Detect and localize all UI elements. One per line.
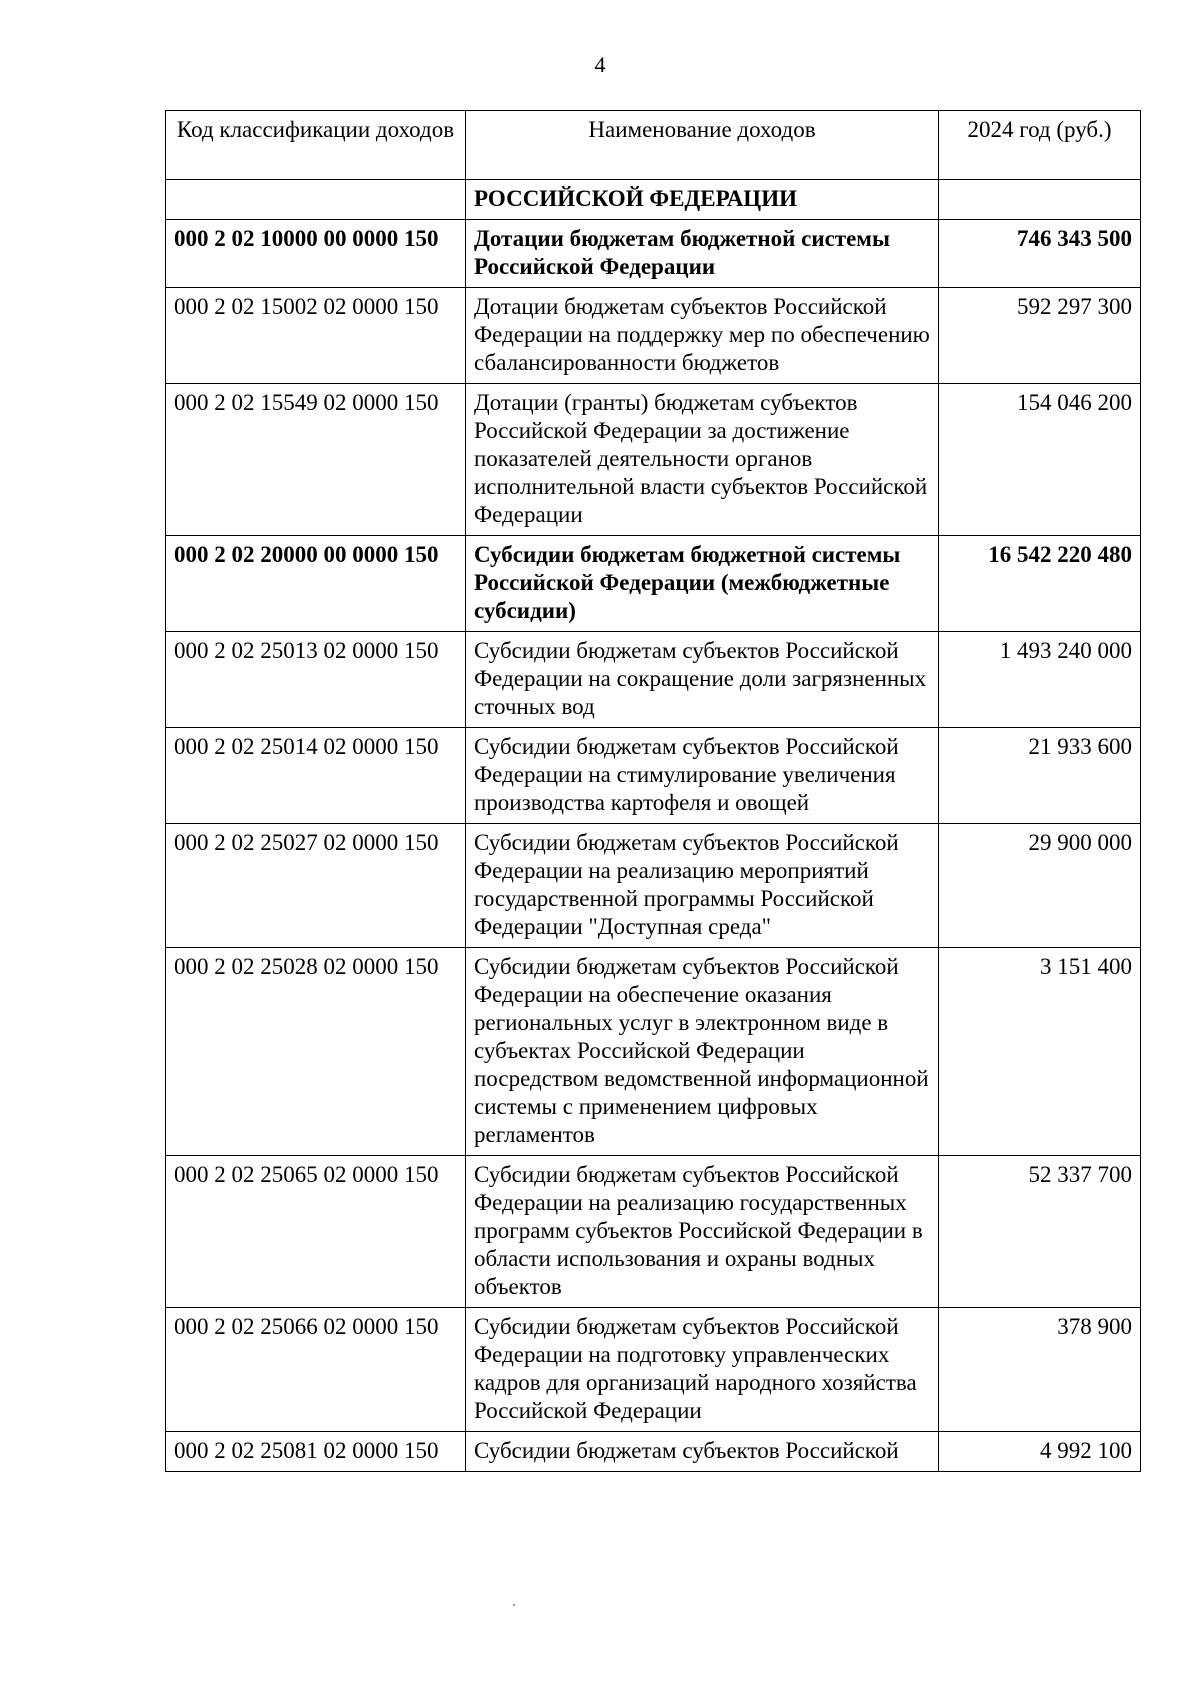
name-cell: Субсидии бюджетам субъектов Российской <box>466 1432 939 1472</box>
code-cell: 000 2 02 25027 02 0000 150 <box>166 824 466 948</box>
name-cell: Дотации бюджетам бюджетной системы Российской Федерации <box>466 220 939 288</box>
name-cell: Субсидии бюджетам субъектов Российской Федерации на обеспечение оказания региональных услуг в электронном виде в субъектах Российской Федерации посредством ведомственной информационной системы с применением цифровых регламентов <box>466 948 939 1156</box>
table-row <box>166 288 1141 384</box>
amount-cell: 21 933 600 <box>939 728 1141 824</box>
code-cell: 000 2 02 20000 00 0000 150 <box>166 536 466 632</box>
header-amount: 2024 год (руб.) <box>939 111 1141 180</box>
table-header-row <box>166 111 1141 180</box>
page-number: 4 <box>594 52 606 77</box>
table-row <box>166 824 1141 948</box>
code-cell: 000 2 02 10000 00 0000 150 <box>166 220 466 288</box>
name-cell: Субсидии бюджетам субъектов Российской Федерации на реализацию государственных программ субъектов Российской Федерации в области использования и охраны водных объектов <box>466 1156 939 1308</box>
amount-cell: 154 046 200 <box>939 384 1141 536</box>
name-cell: Дотации (гранты) бюджетам субъектов Российской Федерации за достижение показателей деятельности органов исполнительной власти субъектов Российской Федерации <box>466 384 939 536</box>
amount-cell: 4 992 100 <box>939 1432 1141 1472</box>
name-cell: Дотации бюджетам субъектов Российской Федерации на поддержку мер по обеспечению сбалансированности бюджетов <box>466 288 939 384</box>
revenue-table <box>165 110 1141 1472</box>
table-row <box>166 180 1141 220</box>
amount-cell: 1 493 240 000 <box>939 632 1141 728</box>
code-cell: 000 2 02 25028 02 0000 150 <box>166 948 466 1156</box>
table-row <box>166 728 1141 824</box>
code-cell: 000 2 02 25065 02 0000 150 <box>166 1156 466 1308</box>
name-cell: Субсидии бюджетам субъектов Российской Федерации на реализацию мероприятий государственной программы Российской Федерации "Доступная среда" <box>466 824 939 948</box>
table-row <box>166 1432 1141 1472</box>
table-row <box>166 1156 1141 1308</box>
code-cell: 000 2 02 25066 02 0000 150 <box>166 1308 466 1432</box>
amount-cell: 52 337 700 <box>939 1156 1141 1308</box>
table-body <box>166 180 1141 1472</box>
table-row <box>166 948 1141 1156</box>
amount-cell: 16 542 220 480 <box>939 536 1141 632</box>
name-cell: Субсидии бюджетам субъектов Российской Федерации на подготовку управленческих кадров для организаций народного хозяйства Российской Федерации <box>466 1308 939 1432</box>
code-cell: 000 2 02 15002 02 0000 150 <box>166 288 466 384</box>
code-cell: 000 2 02 25014 02 0000 150 <box>166 728 466 824</box>
table-row <box>166 632 1141 728</box>
code-cell <box>166 180 466 220</box>
amount-cell: 3 151 400 <box>939 948 1141 1156</box>
header-code: Код классификации доходов <box>166 111 466 180</box>
scan-speck <box>513 1604 515 1606</box>
name-cell: Субсидии бюджетам субъектов Российской Федерации на стимулирование увеличения производства картофеля и овощей <box>466 728 939 824</box>
table-row <box>166 536 1141 632</box>
amount-cell: 378 900 <box>939 1308 1141 1432</box>
header-name: Наименование доходов <box>466 111 939 180</box>
name-cell: Субсидии бюджетам субъектов Российской Федерации на сокращение доли загрязненных сточных вод <box>466 632 939 728</box>
code-cell: 000 2 02 25081 02 0000 150 <box>166 1432 466 1472</box>
table-row <box>166 384 1141 536</box>
code-cell: 000 2 02 15549 02 0000 150 <box>166 384 466 536</box>
table-row <box>166 1308 1141 1432</box>
amount-cell: 746 343 500 <box>939 220 1141 288</box>
name-cell: РОССИЙСКОЙ ФЕДЕРАЦИИ <box>466 180 939 220</box>
amount-cell <box>939 180 1141 220</box>
amount-cell: 29 900 000 <box>939 824 1141 948</box>
name-cell: Субсидии бюджетам бюджетной системы Российской Федерации (межбюджетные субсидии) <box>466 536 939 632</box>
code-cell: 000 2 02 25013 02 0000 150 <box>166 632 466 728</box>
amount-cell: 592 297 300 <box>939 288 1141 384</box>
table-row <box>166 220 1141 288</box>
